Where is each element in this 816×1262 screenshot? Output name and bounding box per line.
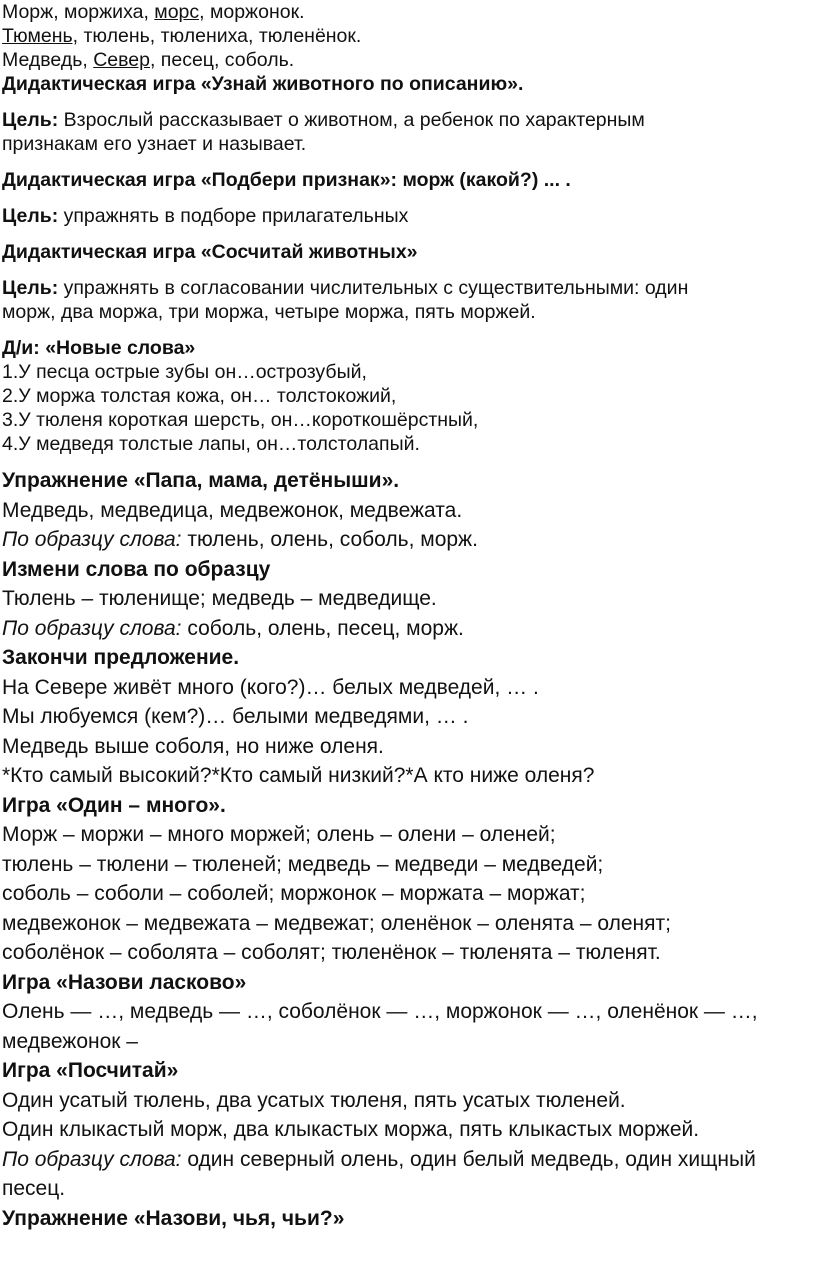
text-line: Олень — …, медведь — …, соболёнок — …, моржонок — …, оленёнок — …, bbox=[2, 1000, 758, 1023]
text-line: Мы любуемся (кем?)… белыми медведями, … . bbox=[2, 705, 469, 728]
text-line: соболёнок – соболята – соболят; тюленёнок – тюленята – тюленят. bbox=[2, 941, 661, 964]
section-heading: Закончи предложение. bbox=[2, 646, 240, 669]
list-item: 2.У моржа толстая кожа, он… толстокожий, bbox=[2, 385, 397, 407]
section-heading: Упражнение «Назови, чья, чьи?» bbox=[2, 1206, 345, 1230]
goal-line bbox=[2, 204, 816, 228]
text-line: медвежонок – bbox=[2, 1029, 138, 1053]
section-heading: Игра «Назови ласково» bbox=[2, 970, 247, 994]
text-line: Тюлень – тюленище; медведь – медведище. bbox=[2, 587, 437, 610]
section-heading: Игра «Один – много». bbox=[2, 793, 226, 817]
text: моржонок. bbox=[204, 1, 305, 23]
sample-label: По образцу слова: bbox=[2, 528, 182, 551]
text-line: Один клыкастый морж, два клыкастых моржа, пять клыкастых моржей. bbox=[2, 1118, 700, 1141]
sample-text: соболь, олень, песец, морж. bbox=[181, 616, 464, 640]
text-line: медвежонок – медвежата – медвежат; оленёнок – оленята – оленят; bbox=[2, 911, 671, 935]
goal-line: признакам его узнает и называет. bbox=[2, 133, 307, 155]
sample-label: По образцу слова: bbox=[2, 616, 182, 640]
text: песец, соболь. bbox=[155, 49, 295, 71]
text: Морж, моржиха, bbox=[2, 1, 155, 23]
sample-line bbox=[2, 614, 816, 644]
text-line: песец. bbox=[2, 1177, 66, 1200]
text: Медведь, bbox=[2, 49, 94, 71]
sample-text: один северный олень, один белый медведь, один хищный bbox=[181, 1147, 756, 1171]
goal-label: Цель: bbox=[2, 109, 59, 131]
text-line: Медведь выше соболя, но ниже оленя. bbox=[2, 734, 384, 758]
text-line: Медведь, медведица, медвежонок, медвежата. bbox=[2, 498, 463, 522]
sample-text: тюлень, олень, соболь, морж. bbox=[181, 528, 478, 551]
goal-line: морж, два моржа, три моржа, четыре моржа, пять моржей. bbox=[2, 301, 536, 323]
section-heading: Д/и: «Новые слова» bbox=[2, 337, 196, 359]
section-heading: Игра «Посчитай» bbox=[2, 1059, 179, 1082]
goal-line bbox=[2, 276, 816, 300]
section-heading: Измени слова по образцу bbox=[2, 557, 271, 581]
section-heading: Дидактическая игра «Подбери признак»: морж (какой?) ... . bbox=[2, 169, 571, 191]
word-row-3 bbox=[2, 48, 816, 72]
underlined-word: Тюмень, bbox=[2, 25, 79, 47]
text-line: Один усатый тюлень, два усатых тюленя, пять усатых тюленей. bbox=[2, 1088, 626, 1112]
text: тюлень, тюлениха, тюленёнок. bbox=[78, 25, 362, 47]
list-item: 3.У тюленя короткая шерсть, он…короткошёрстный, bbox=[2, 409, 479, 431]
sample-line bbox=[2, 525, 816, 555]
underlined-word: Север, bbox=[93, 49, 156, 71]
text-line: соболь – соболи – соболей; моржонок – моржата – моржат; bbox=[2, 882, 586, 905]
goal-label: Цель: bbox=[2, 205, 59, 227]
goal-text: упражнять в согласовании числительных с существительными: один bbox=[58, 277, 689, 299]
text-line: тюлень – тюлени – тюленей; медведь – медведи – медведей; bbox=[2, 852, 604, 876]
goal-text: Взрослый рассказывает о животном, а ребенок по характерным bbox=[58, 109, 645, 131]
goal-text: упражнять в подборе прилагательных bbox=[58, 205, 409, 227]
sample-label: По образцу слова: bbox=[2, 1147, 182, 1171]
goal-label: Цель: bbox=[2, 277, 59, 299]
text-line: Морж – моржи – много моржей; олень – олени – оленей; bbox=[2, 823, 556, 846]
text-line: На Севере живёт много (кого?)… белых медведей, … . bbox=[2, 675, 539, 699]
sample-line bbox=[2, 1145, 816, 1175]
underlined-word: морс, bbox=[154, 1, 205, 23]
goal-line bbox=[2, 108, 816, 132]
section-heading: Упражнение «Папа, мама, детёныши». bbox=[2, 469, 400, 492]
section-heading: Дидактическая игра «Сосчитай животных» bbox=[2, 241, 418, 263]
list-item: 4.У медведя толстые лапы, он…толстолапый. bbox=[2, 433, 420, 455]
list-item: 1.У песца острые зубы он…острозубый, bbox=[2, 361, 367, 383]
text-line: *Кто самый высокий?*Кто самый низкий?*А кто ниже оленя? bbox=[2, 764, 595, 787]
word-row-2 bbox=[2, 24, 816, 48]
section-heading: Дидактическая игра «Узнай животного по описанию». bbox=[2, 73, 524, 95]
word-row-1 bbox=[2, 0, 816, 24]
